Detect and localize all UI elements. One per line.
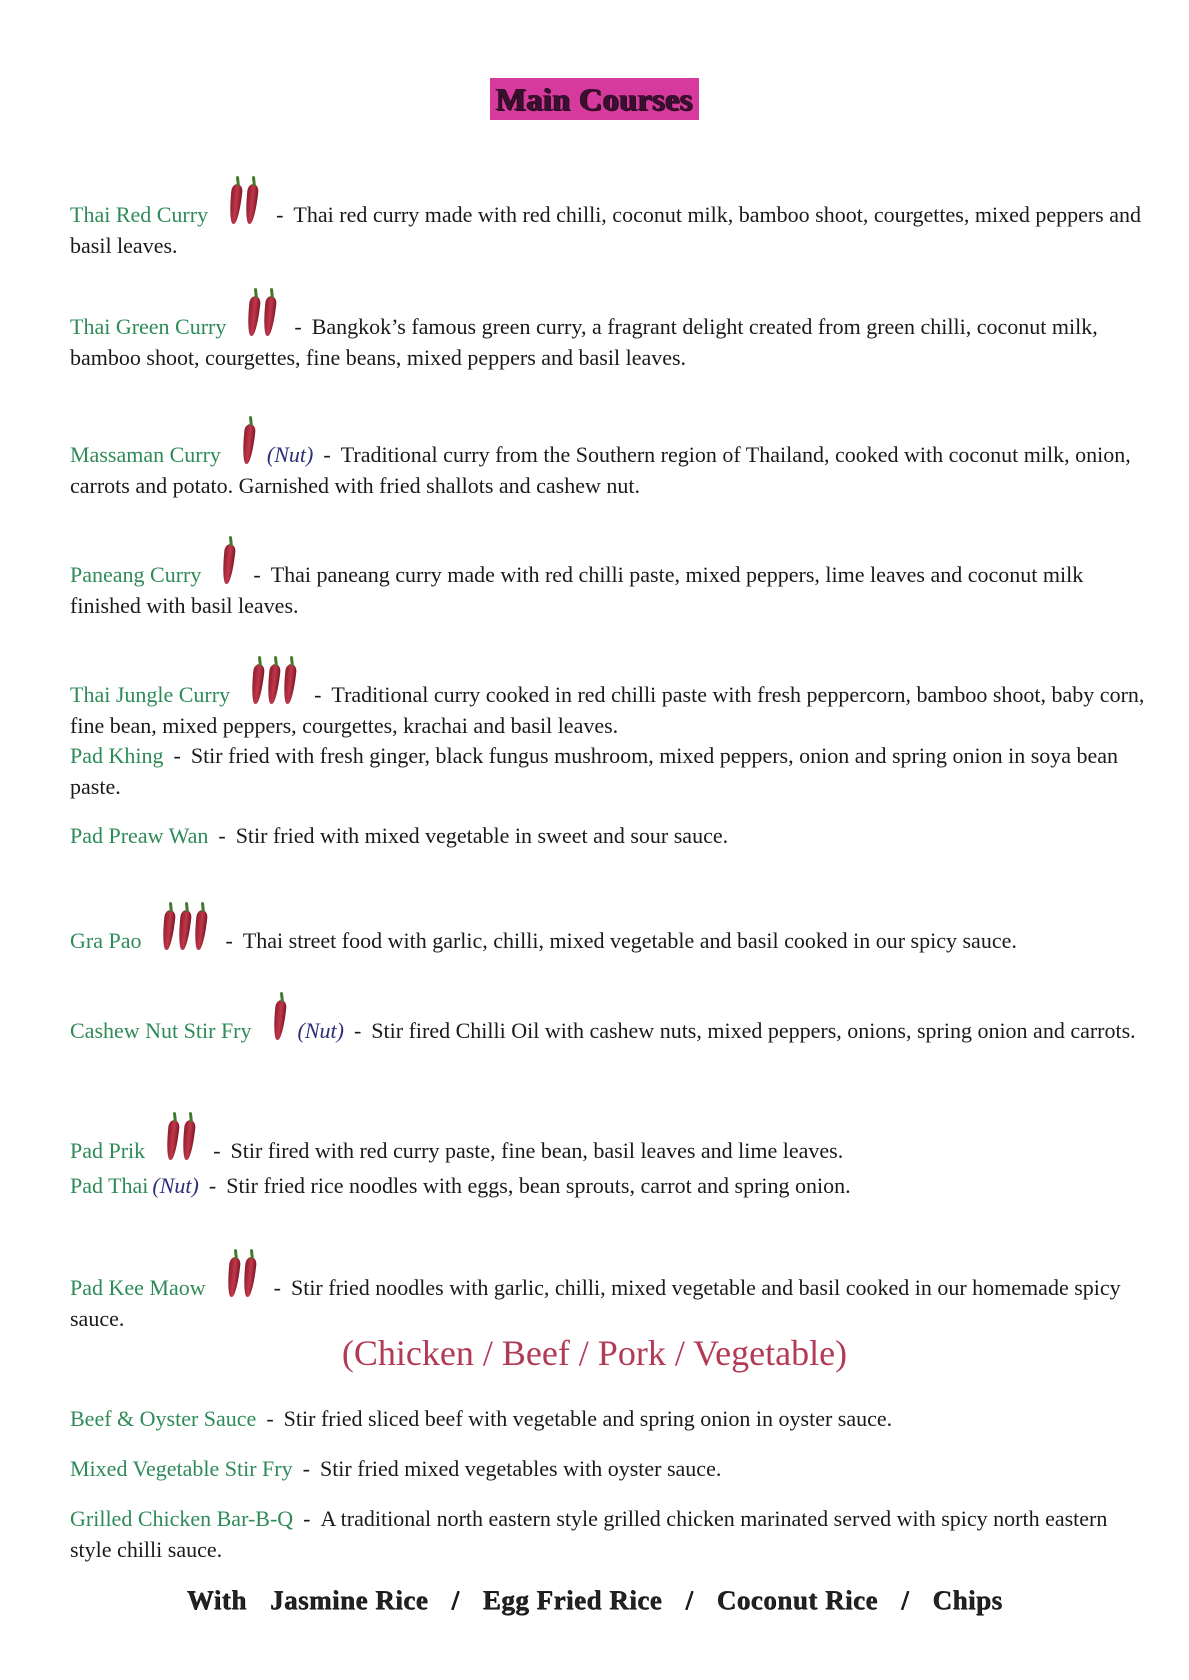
title-wrap bbox=[0, 78, 1189, 120]
chili-rating-icons bbox=[163, 910, 211, 958]
menu-item: Pad Preaw Wan - Stir fried with mixed vegetable in sweet and sour sauce. bbox=[70, 823, 729, 848]
chili-rating-icons bbox=[243, 424, 259, 472]
chili-icon bbox=[244, 184, 259, 225]
menu-item: Thai Jungle Curry - Traditional curry cooked in red chilli paste with fresh peppercorn, bamboo shoot, baby corn, fine bean, mixed peppers, courgettes, krachai and basil leaves. bbox=[70, 662, 1145, 741]
side-options bbox=[0, 1585, 1189, 1616]
page-title: Main Courses bbox=[490, 78, 699, 120]
dish-name: Pad Thai bbox=[70, 1173, 149, 1198]
dish-name: Mixed Vegetable Stir Fry bbox=[70, 1456, 293, 1481]
chili-rating-icons bbox=[167, 1120, 199, 1168]
chili-rating-icons bbox=[228, 1257, 260, 1305]
dish-description: Thai paneang curry made with red chilli paste, mixed peppers, lime leaves and coconut milk finished with basil leaves. bbox=[70, 562, 1084, 618]
chili-icon bbox=[226, 1257, 241, 1298]
dish-description: Stir fried mixed vegetables with oyster sauce. bbox=[319, 1456, 722, 1481]
chili-icon bbox=[241, 424, 256, 465]
dish-name: Cashew Nut Stir Fry bbox=[70, 1018, 252, 1043]
dish-name: Pad Khing bbox=[70, 743, 164, 768]
side-option: Jasmine Rice bbox=[269, 1585, 429, 1615]
dish-name: Thai Green Curry bbox=[70, 314, 227, 339]
dish-name: Massaman Curry bbox=[70, 442, 221, 467]
dish-description: Stir fried sliced beef with vegetable and spring onion in oyster sauce. bbox=[283, 1406, 893, 1431]
menu-item: Massaman Curry (Nut) - Traditional curry from the Southern region of Thailand, cooked with coconut milk, onion, carrots and potato. Garnished with fried shallots and cashew nut. bbox=[70, 422, 1145, 501]
dish-description: Stir fried rice noodles with eggs, bean sprouts, carrot and spring onion. bbox=[226, 1173, 851, 1198]
chili-icon bbox=[250, 664, 265, 705]
chili-rating-icons bbox=[230, 184, 262, 232]
menu-item: Mixed Vegetable Stir Fry - Stir fried mixed vegetables with oyster sauce. bbox=[70, 1456, 722, 1481]
dish-description: A traditional north eastern style grilled chicken marinated served with spicy north eastern style chilli sauce. bbox=[70, 1506, 1108, 1562]
menu-item: Beef & Oyster Sauce - Stir fried sliced beef with vegetable and spring onion in oyster sauce. bbox=[70, 1406, 893, 1431]
dish-name: Beef & Oyster Sauce bbox=[70, 1406, 257, 1431]
dish-description: Stir fried with mixed vegetable in sweet and sour sauce. bbox=[235, 823, 729, 848]
chili-icon bbox=[266, 664, 281, 705]
sides-with-label: With bbox=[186, 1585, 247, 1615]
menu-item: Thai Red Curry - Thai red curry made with red chilli, coconut milk, bamboo shoot, courgettes, mixed peppers and basil leaves. bbox=[70, 182, 1145, 261]
dish-name: Pad Kee Maow bbox=[70, 1275, 206, 1300]
side-separator: / bbox=[451, 1585, 460, 1615]
chili-icon bbox=[181, 1120, 196, 1161]
menu-item: Pad Khing - Stir fried with fresh ginger, black fungus mushroom, mixed peppers, onion and spring onion in soya bean paste. bbox=[70, 743, 1119, 799]
menu-item: Cashew Nut Stir Fry (Nut) - Stir fired Chilli Oil with cashew nuts, mixed peppers, onions, spring onion and carrots. bbox=[70, 998, 1145, 1046]
menu-item: Thai Green Curry - Bangkok’s famous green curry, a fragrant delight created from green chilli, coconut milk, bamboo shoot, courgettes, fine beans, mixed peppers and basil leaves. bbox=[70, 294, 1145, 373]
nut-badge: (Nut) bbox=[297, 1018, 344, 1043]
menu-item: Pad Thai (Nut) - Stir fried rice noodles with eggs, bean sprouts, carrot and spring onion. bbox=[70, 1173, 851, 1198]
chili-rating-icons bbox=[274, 1000, 290, 1048]
chili-icon bbox=[177, 910, 192, 951]
chili-icon bbox=[262, 296, 277, 337]
chili-icon bbox=[165, 1120, 180, 1161]
chili-icon bbox=[242, 1257, 257, 1298]
dish-name: Thai Jungle Curry bbox=[70, 682, 231, 707]
dish-description: Thai street food with garlic, chilli, mixed vegetable and basil cooked in our spicy sauce. bbox=[242, 928, 1017, 953]
menu-item: Paneang Curry - Thai paneang curry made with red chilli paste, mixed peppers, lime leaves and coconut milk finished with basil leaves. bbox=[70, 542, 1145, 621]
menu-item: Pad Prik - Stir fired with red curry paste, fine bean, basil leaves and lime leaves. bbox=[70, 1118, 1145, 1166]
dish-description: Traditional curry cooked in red chilli paste with fresh peppercorn, bamboo shoot, baby corn, fine bean, mixed peppers, courgettes, krachai and basil leaves. bbox=[70, 682, 1145, 738]
chili-icon bbox=[246, 296, 261, 337]
dish-description: Stir fried noodles with garlic, chilli, mixed vegetable and basil cooked in our homemade spicy sauce. bbox=[70, 1275, 1121, 1331]
dish-description: Stir fired Chilli Oil with cashew nuts, mixed peppers, onions, spring onion and carrots. bbox=[371, 1018, 1136, 1043]
chili-rating-icons bbox=[248, 296, 280, 344]
protein-variants: (Chicken / Beef / Pork / Vegetable) bbox=[341, 1333, 848, 1373]
chili-rating-icons bbox=[223, 544, 239, 592]
side-separator: / bbox=[685, 1585, 694, 1615]
dish-description: Traditional curry from the Southern region of Thailand, cooked with coconut milk, onion, carrots and potato. Garnished with fried shallots and cashew nut. bbox=[70, 442, 1131, 498]
chili-icon bbox=[221, 544, 236, 585]
side-option: Egg Fried Rice bbox=[482, 1585, 663, 1615]
chili-icon bbox=[161, 910, 176, 951]
chili-icon bbox=[271, 1000, 286, 1041]
dish-description: Stir fried with fresh ginger, black fungus mushroom, mixed peppers, onion and spring onion in soya bean paste. bbox=[70, 743, 1119, 799]
dish-description: Bangkok’s famous green curry, a fragrant delight created from green chilli, coconut milk, bamboo shoot, courgettes, fine beans, mixed peppers and basil leaves. bbox=[70, 314, 1098, 370]
dish-name: Paneang Curry bbox=[70, 562, 202, 587]
menu-item: Gra Pao - Thai street food with garlic, chilli, mixed vegetable and basil cooked in our spicy sauce. bbox=[70, 908, 1145, 956]
dish-name: Thai Red Curry bbox=[70, 202, 209, 227]
chili-icon bbox=[228, 184, 243, 225]
side-option: Coconut Rice bbox=[716, 1585, 878, 1615]
dish-name: Pad Prik bbox=[70, 1138, 146, 1163]
chili-icon bbox=[282, 664, 297, 705]
dish-description: Stir fired with red curry paste, fine bean, basil leaves and lime leaves. bbox=[230, 1138, 844, 1163]
chili-icon bbox=[193, 910, 208, 951]
menu-item: Pad Kee Maow - Stir fried noodles with garlic, chilli, mixed vegetable and basil cooked in our homemade spicy sauce. bbox=[70, 1255, 1145, 1334]
dish-name: Gra Pao bbox=[70, 928, 142, 953]
nut-badge: (Nut) bbox=[266, 442, 314, 467]
nut-badge: (Nut) bbox=[152, 1173, 199, 1198]
side-option: Chips bbox=[932, 1585, 1003, 1615]
dish-name: Pad Preaw Wan bbox=[70, 823, 209, 848]
dish-name: Grilled Chicken Bar-B-Q bbox=[70, 1506, 294, 1531]
menu-item: Grilled Chicken Bar-B-Q - A traditional north eastern style grilled chicken marinated served with spicy north eastern style chilli sauce. bbox=[70, 1506, 1108, 1562]
dish-description: Thai red curry made with red chilli, coconut milk, bamboo shoot, courgettes, mixed peppers and basil leaves. bbox=[70, 202, 1142, 258]
chili-rating-icons bbox=[252, 664, 300, 712]
side-separator: / bbox=[901, 1585, 910, 1615]
